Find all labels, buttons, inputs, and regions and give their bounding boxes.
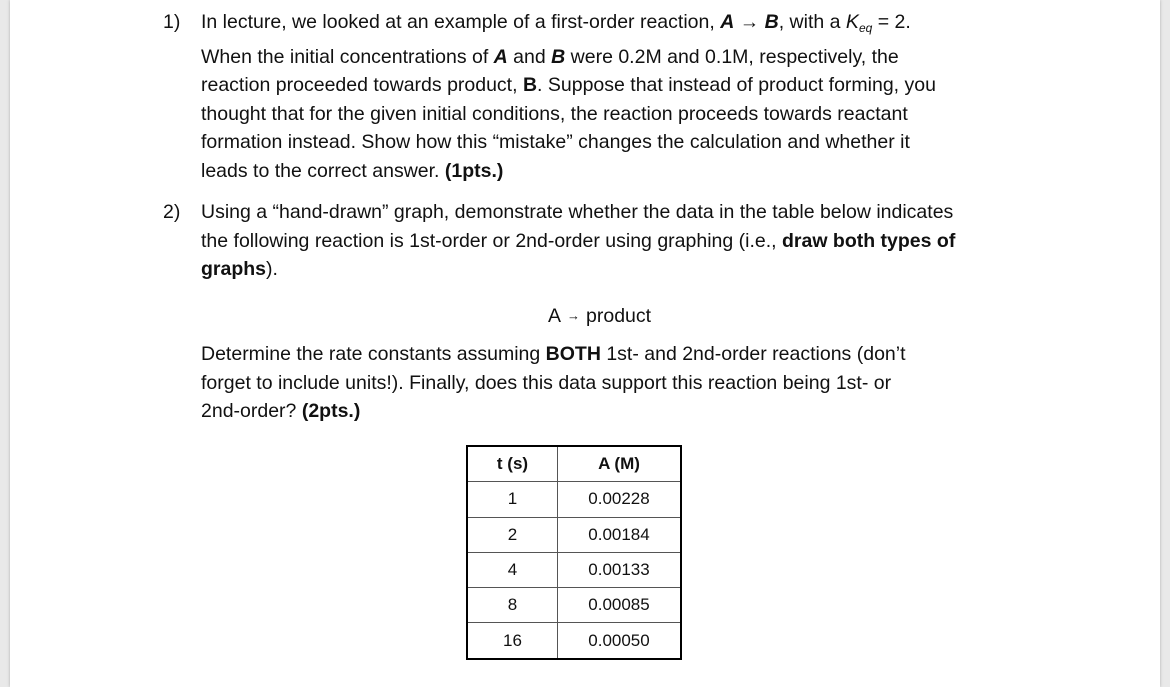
table-row — [467, 517, 681, 552]
concentration-cell: 0.00085 — [558, 588, 682, 623]
concentration-cell: 0.00050 — [558, 623, 682, 659]
concentration-cell: 0.00133 — [558, 552, 682, 587]
table-row — [467, 623, 681, 659]
instruction-line: 2nd-order? (2pts.) — [201, 400, 361, 422]
instruction-line: forget to include units!). Finally, does this data support this reaction being 1st- or — [201, 371, 892, 394]
question-2-line: graphs). — [201, 258, 278, 280]
question-2-line: the following reaction is 1st-order or 2nd-order using graphing (i.e., draw both types of — [201, 229, 956, 252]
points-label: (2pts.) — [301, 400, 361, 422]
question-2 — [163, 198, 1081, 284]
time-cell: 16 — [467, 623, 558, 659]
points-label: (1pts.) — [444, 159, 504, 182]
question-1-line: formation instead. Show how this “mistake” changes the calculation and whether it — [201, 131, 910, 153]
concentration-cell: 0.00228 — [558, 482, 682, 517]
table-header-row — [467, 446, 681, 482]
arrow-icon: → — [567, 308, 581, 323]
table-row — [467, 552, 681, 587]
time-cell: 2 — [467, 517, 558, 552]
question-1-line: reaction proceeded towards product, B. Suppose that instead of product forming, you — [201, 74, 936, 96]
column-header-concentration: A (M) — [558, 446, 682, 482]
time-cell: 4 — [467, 552, 558, 587]
question-1-line: When the initial concentrations of A and B were 0.2M and 0.1M, respectively, the — [201, 45, 899, 68]
question-2-number: 2) — [163, 201, 181, 223]
product: product — [586, 305, 652, 327]
question-1-line: thought that for the given initial conditions, the reaction proceeds towards reactant — [201, 102, 908, 125]
table-row — [467, 588, 681, 623]
table-row — [467, 482, 681, 517]
question-1-line: In lecture, we looked at an example of a first-order reaction, A → B, with a $K_{eq} = 2$. — [201, 11, 911, 35]
question-1 — [163, 8, 1081, 185]
question-2-line: Using a “hand-drawn” graph, demonstrate whether the data in the table below indicates — [201, 201, 954, 223]
column-header-time: t (s) — [467, 446, 558, 482]
question-1-line: leads to the correct answer. (1pts.) — [201, 159, 504, 182]
question-2-instructions — [201, 340, 906, 426]
reactant: A — [548, 305, 562, 327]
time-cell: 8 — [467, 588, 558, 623]
time-cell: 1 — [467, 482, 558, 517]
reaction-equation — [548, 302, 651, 331]
instruction-line: Determine the rate constants assuming BOTH 1st- and 2nd-order reactions (don’t — [201, 343, 906, 365]
data-table — [466, 445, 682, 660]
question-1-number: 1) — [163, 11, 181, 33]
concentration-cell: 0.00184 — [558, 517, 682, 552]
